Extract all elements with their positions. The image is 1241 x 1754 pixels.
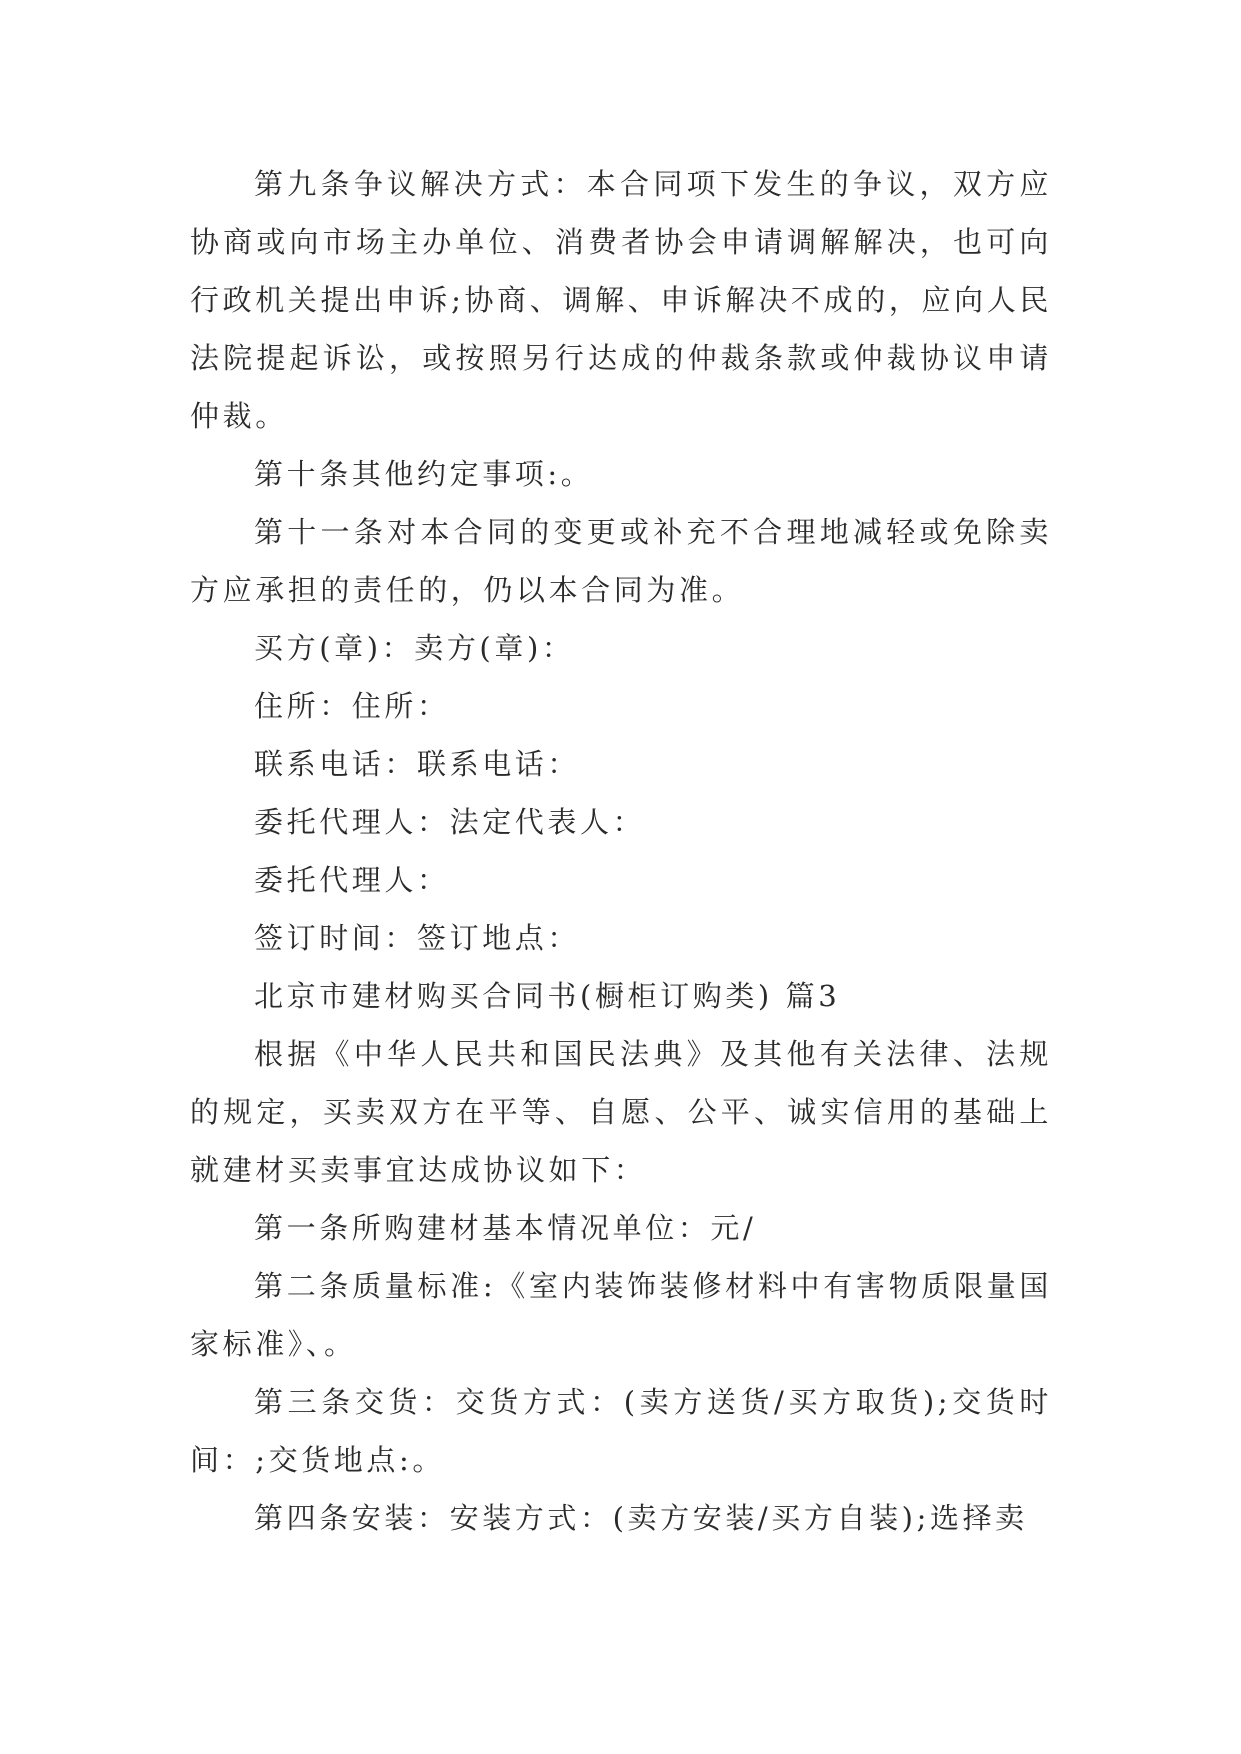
paragraph-preamble: 根据《中华人民共和国民法典》及其他有关法律、法规的规定，买卖双方在平等、自愿、公平、诚实信用的基础上就建材买卖事宜达成协议如下：: [190, 1037, 1052, 1187]
paragraph-article-2-quality: 第二条质量标准:《室内装饰装修材料中有害物质限量国家标准》、。: [190, 1269, 1052, 1361]
paragraph-signing-time-place: 签订时间：签订地点：: [254, 921, 581, 955]
paragraph-phone: 联系电话：联系电话：: [254, 747, 581, 781]
paragraph-article-11-amendments: 第十一条对本合同的变更或补充不合理地减轻或免除卖方应承担的责任的，仍以本合同为准。: [190, 515, 1052, 607]
paragraph-article-3-delivery: 第三条交货：交货方式：(卖方送货/买方取货);交货时间：;交货地点:。: [190, 1385, 1052, 1477]
section-heading-article-3: 北京市建材购买合同书(橱柜订购类) 篇3: [254, 979, 841, 1013]
paragraph-article-9-dispute-resolution: 第九条争议解决方式：本合同项下发生的争议，双方应协商或向市场主办单位、消费者协会申请调解解决，也可向行政机关提出申诉;协商、调解、申诉解决不成的，应向人民法院提起诉讼，或按照另行达成的仲裁条款或仲裁协议申请仲裁。: [190, 167, 1052, 433]
paragraph-address: 住所：住所：: [254, 689, 450, 723]
paragraph-agent-legal-rep: 委托代理人：法定代表人：: [254, 805, 646, 839]
paragraph-article-4-installation: 第四条安装：安装方式：(卖方安装/买方自装);选择卖: [254, 1501, 1028, 1535]
paragraph-article-1-materials: 第一条所购建材基本情况单位：元/: [254, 1211, 757, 1245]
paragraph-buyer-seller-seal: 买方(章)：卖方(章)：: [254, 631, 575, 665]
document-body: [190, 155, 1052, 1547]
paragraph-article-10-other-matters: 第十条其他约定事项:。: [254, 457, 594, 491]
paragraph-agent: 委托代理人：: [254, 863, 450, 897]
